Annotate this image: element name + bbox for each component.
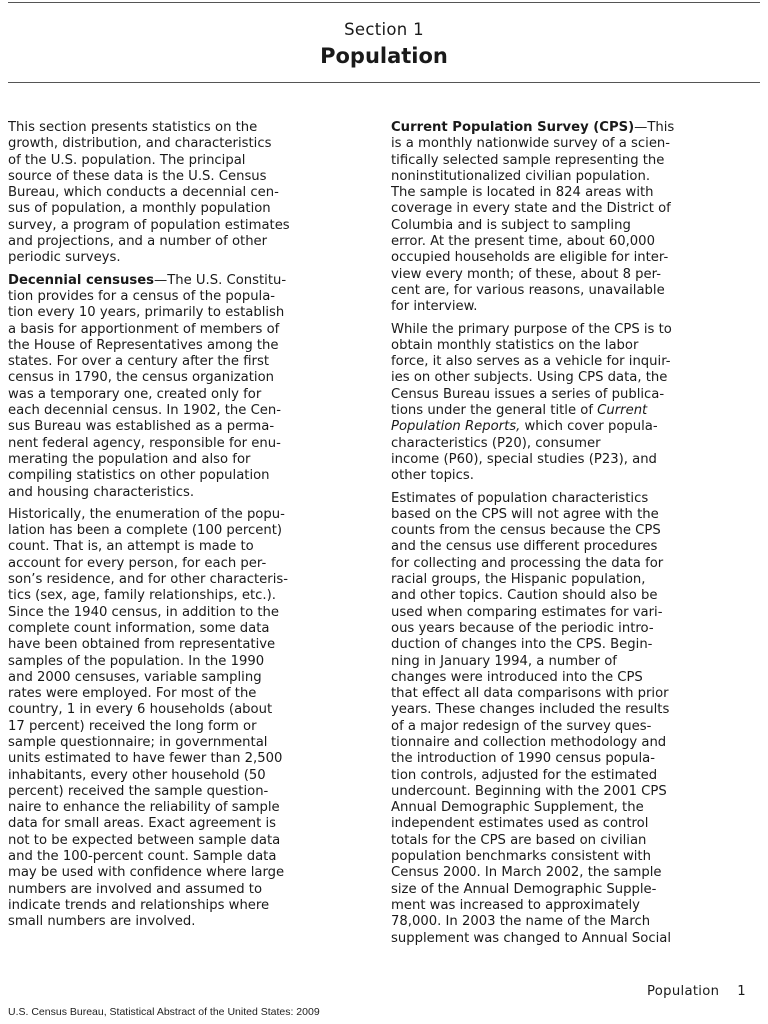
text-line: Historically, the enumeration of the popu- [8, 506, 285, 522]
text-line: nent federal agency, responsible for enu- [8, 435, 281, 451]
text-line: is a monthly nationwide survey of a scien- [391, 136, 671, 152]
text-line: survey, a program of population estimates [8, 217, 290, 233]
text-line: data for small areas. Exact agreement is [8, 816, 277, 832]
text-line: racial groups, the Hispanic population, [391, 572, 646, 588]
page-folio [647, 984, 746, 999]
text-run: —This [634, 120, 675, 135]
text-line: ous years because of the periodic intro- [391, 620, 654, 636]
text-line: undercount. Beginning with the 2001 CPS [391, 783, 667, 799]
text-line: may be used with confidence where large [8, 865, 285, 881]
header-rule [8, 82, 760, 83]
folio-label: Population [647, 984, 720, 999]
text-line: duction of changes into the CPS. Begin- [391, 637, 653, 653]
text-line: sample questionnaire; in governmental [8, 734, 268, 750]
text-line: the House of Representatives among the [8, 337, 279, 353]
top-rule [8, 2, 760, 3]
text-line: that effect all data comparisons with prior [391, 686, 669, 702]
publication-title: Current [597, 403, 648, 419]
text-line: This section presents statistics on the [8, 120, 258, 135]
text-line: coverage in every state and the District of [391, 201, 671, 217]
text-line: ment was increased to approximately [391, 897, 640, 913]
text-line: rates were employed. For most of the [8, 686, 257, 702]
text-line: view every month; of these, about 8 per- [391, 266, 662, 282]
left-column [8, 120, 366, 931]
text-line: While the primary purpose of the CPS is to [391, 321, 672, 337]
text-line: periodic surveys. [8, 250, 121, 266]
text-line: and the 100-percent count. Sample data [8, 849, 277, 865]
text-line: counts from the census because the CPS [391, 523, 661, 539]
text-line: changes were introduced into the CPS [391, 669, 643, 685]
text-line: growth, distribution, and characteristics [8, 136, 272, 152]
text-line: naire to enhance the reliability of sample [8, 800, 280, 816]
section-label: Section 1 [344, 20, 424, 39]
text-line: occupied households are eligible for inter- [391, 250, 669, 266]
text-line: each decennial census. In 1902, the Cen- [8, 403, 282, 419]
text-line: and 2000 censuses, variable sampling [8, 669, 262, 685]
text-line: indicate trends and relationships where [8, 897, 270, 913]
text-line: have been obtained from representative [8, 637, 276, 653]
text-line: tionnaire and collection methodology and [391, 734, 667, 750]
text-line: account for every person, for each per- [8, 555, 267, 571]
text-line: and other topics. Caution should also be [391, 588, 658, 604]
text-line: not to be expected between sample data [8, 832, 281, 848]
text-line: supplement was changed to Annual Social [391, 930, 672, 946]
text-line: of a major redesign of the survey ques- [391, 718, 652, 734]
text-line: ies on other subjects. Using CPS data, the [391, 370, 668, 386]
text-line: income (P60), special studies (P23), and [391, 451, 657, 467]
text-line: 17 percent) received the long form or [8, 718, 257, 734]
source-footer: U.S. Census Bureau, Statistical Abstract of the United States: 2009 [8, 1006, 320, 1018]
text-line: source of these data is the U.S. Census [8, 168, 267, 184]
run-in-heading: Decennial censuses [8, 272, 154, 288]
text-run: tions under the general title of [391, 403, 598, 419]
text-line [391, 403, 753, 419]
text-line: lation has been a complete (100 percent) [8, 523, 283, 539]
text-line: of the U.S. population. The principal [8, 152, 246, 168]
text-line: force, it also serves as a vehicle for inquir- [391, 354, 671, 370]
cps-purpose-paragraph [391, 322, 753, 485]
text-line [8, 273, 366, 289]
text-line: country, 1 in every 6 households (about [8, 702, 273, 718]
cps-estimates-paragraph [391, 491, 753, 947]
text-line: The sample is located in 824 areas with [391, 185, 654, 201]
text-line: states. For over a century after the first [8, 354, 269, 370]
text-line: Census 2000. In March 2002, the sample [391, 865, 662, 881]
text-line: totals for the CPS are based on civilian [391, 832, 647, 848]
cps-paragraph [391, 120, 753, 316]
text-line: and the census use different procedures [391, 539, 658, 555]
text-run: —The U.S. Constitu- [154, 272, 287, 288]
text-line: the introduction of 1990 census popula- [391, 751, 656, 767]
text-line: merating the population and also for [8, 451, 251, 467]
text-line: numbers are involved and assumed to [8, 881, 263, 897]
text-line: Annual Demographic Supplement, the [391, 800, 644, 816]
text-line: and housing characteristics. [8, 484, 195, 500]
text-line: noninstitutionalized civilian population. [391, 168, 651, 184]
text-line: for collecting and processing the data for [391, 555, 664, 571]
text-line: sus of population, a monthly population [8, 201, 271, 217]
run-in-heading: Current Population Survey (CPS) [391, 120, 635, 135]
text-line: independent estimates used as control [391, 816, 649, 832]
text-line: tion every 10 years, primarily to establish [8, 305, 285, 321]
text-line: Estimates of population characteristics [391, 490, 649, 506]
text-line: Columbia and is subject to sampling [391, 217, 631, 233]
text-line: percent) received the sample question- [8, 783, 269, 799]
text-line: was a temporary one, created only for [8, 386, 262, 402]
text-line: complete count information, some data [8, 620, 270, 636]
text-line: and projections, and a number of other [8, 234, 268, 250]
text-line: population benchmarks consistent with [391, 849, 651, 865]
text-line: size of the Annual Demographic Supple- [391, 881, 657, 897]
text-line: Census Bureau issues a series of publica- [391, 386, 665, 402]
text-line: son’s residence, and for other characteris- [8, 572, 289, 588]
text-line: Bureau, which conducts a decennial cen- [8, 185, 279, 201]
text-line: a basis for apportionment of members of [8, 321, 280, 337]
text-line: compiling statistics on other population [8, 468, 270, 484]
text-line: based on the CPS will not agree with the [391, 506, 659, 522]
text-line: 78,000. In 2003 the name of the March [391, 914, 651, 930]
text-line: used when comparing estimates for vari- [391, 604, 663, 620]
text-line: error. At the present time, about 60,000 [391, 234, 655, 250]
text-line: inhabitants, every other household (50 [8, 767, 266, 783]
page-number: 1 [737, 984, 746, 999]
decennial-censuses-paragraph [8, 273, 366, 501]
text-line: sus Bureau was established as a perma- [8, 419, 275, 435]
text-run: which cover popula- [520, 419, 658, 435]
text-line: tifically selected sample representing the [391, 152, 665, 168]
text-line: tion provides for a census of the popula- [8, 288, 276, 304]
text-line: units estimated to have fewer than 2,500 [8, 751, 283, 767]
text-line: obtain monthly statistics on the labor [391, 337, 639, 353]
publication-title: Population Reports, [391, 419, 521, 435]
right-column [391, 120, 753, 947]
historical-enumeration-paragraph [8, 507, 366, 931]
text-line: tics (sex, age, family relationships, etc.). [8, 588, 276, 604]
text-line: tion controls, adjusted for the estimated [391, 767, 658, 783]
text-line: Since the 1940 census, in addition to the [8, 604, 279, 620]
intro-paragraph [8, 120, 366, 267]
text-line: count. That is, an attempt is made to [8, 539, 254, 555]
text-line: samples of the population. In the 1990 [8, 653, 265, 669]
page-title: Population [320, 44, 448, 68]
text-line: other topics. [391, 468, 474, 484]
text-line: for interview. [391, 299, 478, 315]
text-line: cent are, for various reasons, unavailable [391, 282, 665, 298]
text-line: census in 1790, the census organization [8, 370, 275, 386]
text-line: characteristics (P20), consumer [391, 435, 601, 451]
text-line [391, 419, 753, 435]
text-line [391, 120, 753, 136]
text-line: ning in January 1994, a number of [391, 653, 617, 669]
text-line: small numbers are involved. [8, 914, 196, 930]
text-line: years. These changes included the results [391, 702, 670, 718]
